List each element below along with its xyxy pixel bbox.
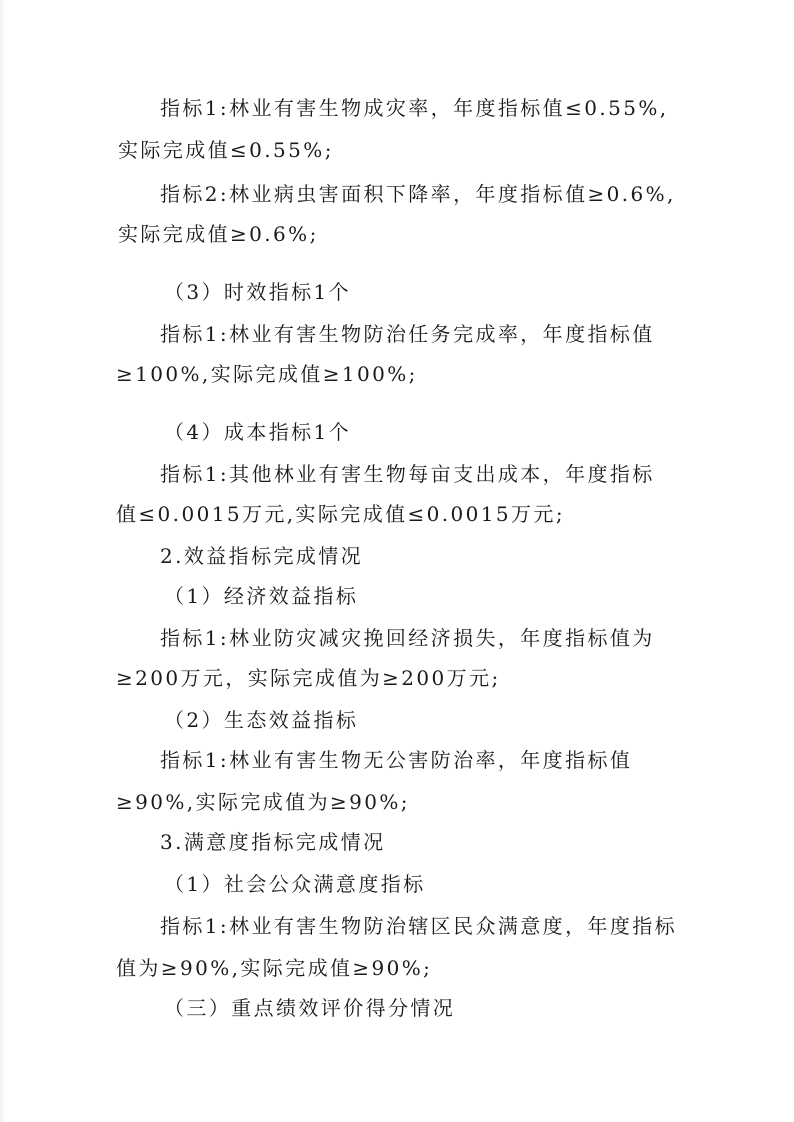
section-ecological-benefit: （2）生态效益指标 bbox=[164, 708, 359, 732]
indicator-cost-per-mu-values: 值≤0.0015万元,实际完成值≤0.0015万元; bbox=[116, 502, 565, 526]
section-public-satisfaction: （1）社会公众满意度指标 bbox=[164, 872, 426, 896]
section-timeliness-indicators: （3）时效指标1个 bbox=[164, 280, 352, 304]
indicator-economic-loss-recovered-values: ≥200万元，实际完成值为≥200万元; bbox=[116, 666, 501, 690]
indicator-cost-per-mu: 指标1:其他林业有害生物每亩支出成本，年度指标 bbox=[160, 462, 655, 486]
indicator-pollution-free-control-rate: 指标1:林业有害生物无公害防治率，年度指标值 bbox=[160, 748, 633, 772]
heading-key-performance-score: （三）重点绩效评价得分情况 bbox=[164, 996, 456, 1020]
indicator-public-satisfaction-rate-values: 值为≥90%,实际完成值≥90%; bbox=[116, 956, 433, 980]
indicator-pollution-free-control-rate-values: ≥90%,实际完成值为≥90%; bbox=[116, 790, 410, 814]
indicator-task-completion-rate: 指标1:林业有害生物防治任务完成率，年度指标值 bbox=[160, 322, 655, 346]
indicator-public-satisfaction-rate: 指标1:林业有害生物防治辖区民众满意度，年度指标 bbox=[160, 914, 678, 938]
indicator-task-completion-rate-values: ≥100%,实际完成值≥100%; bbox=[116, 362, 418, 386]
indicator-1-disaster-rate-actual: 实际完成值≤0.55%; bbox=[118, 138, 334, 162]
section-cost-indicators: （4）成本指标1个 bbox=[164, 420, 352, 444]
heading-benefit-indicators: 2.效益指标完成情况 bbox=[160, 544, 364, 568]
indicator-1-disaster-rate: 指标1:林业有害生物成灾率，年度指标值≤0.55%, bbox=[160, 96, 669, 120]
scan-edge-shadow bbox=[0, 0, 6, 1122]
indicator-2-pest-area-reduction: 指标2:林业病虫害面积下降率，年度指标值≥0.6%, bbox=[160, 182, 676, 206]
indicator-economic-loss-recovered: 指标1:林业防灾减灾挽回经济损失，年度指标值为 bbox=[160, 626, 655, 650]
heading-satisfaction-indicators: 3.满意度指标完成情况 bbox=[160, 830, 386, 854]
indicator-2-pest-area-reduction-actual: 实际完成值≥0.6%; bbox=[118, 222, 319, 246]
section-economic-benefit: （1）经济效益指标 bbox=[164, 584, 359, 608]
